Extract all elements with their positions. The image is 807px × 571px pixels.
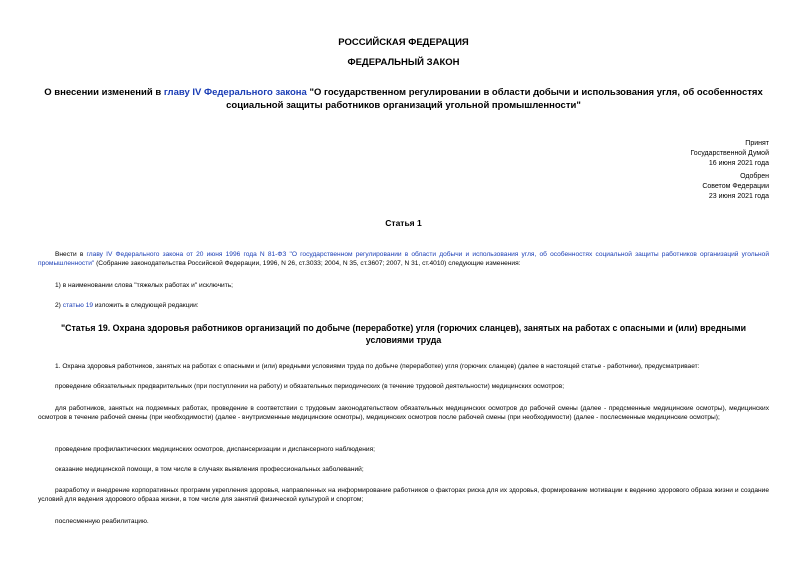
law-type-heading: ФЕДЕРАЛЬНЫЙ ЗАКОН — [347, 57, 460, 68]
law-title-link[interactable]: главу IV Федерального закона — [163, 87, 307, 98]
accepted-label: Принят — [745, 140, 769, 147]
intro-prefix: Внести в — [55, 251, 87, 258]
article-1-item-2 — [38, 301, 769, 310]
approved-by: Советом Федерации — [702, 183, 769, 191]
law-title — [30, 86, 777, 112]
law-title-suffix: "О государственном регулировании в области добычи и использования угля, об особенностях социальной защиты работников организаций угольной промышленности" — [226, 87, 763, 111]
approved-date: 23 июня 2021 года — [708, 192, 769, 200]
article-1-intro — [38, 250, 769, 269]
federation-heading: РОССИЙСКАЯ ФЕДЕРАЦИЯ — [338, 37, 469, 48]
article-19-paragraph-5: оказание медицинской помощи, в том числе в случаях выявления профессиональных заболеваний; — [55, 466, 364, 473]
law-title-prefix: О внесении изменений в — [44, 87, 164, 98]
accepted-date: 16 июня 2021 года — [708, 159, 769, 167]
item-2-suffix: изложить в следующей редакции: — [93, 302, 199, 309]
item-2-link[interactable]: статью 19 — [62, 302, 94, 309]
article-1-heading: Статья 1 — [385, 218, 422, 228]
intro-law-link[interactable]: главу IV Федерального закона от 20 июня 1996 года N 81-ФЗ "О государственном регулировании в области добычи и использования угля, об особенностях социальной защиты работников организаций угольной промышленности" — [38, 251, 770, 268]
article-19-paragraph-1: 1. Охрана здоровья работников, занятых на работах с опасными и (или) вредными условиями труда по добыче (переработке) угля (горючих сланцев) (далее в настоящей статье - работники), предусматривает: — [55, 363, 700, 370]
article-19-paragraph-6: разработку и внедрение корпоративных программ укрепления здоровья, направленных на информирование работников о факторах риска для их здоровья, формирование мотивации к ведению здорового образа жизни и создание условий для ведения здорового образа жизни, в том числе для занятий физической культурой и спортом; — [38, 487, 769, 504]
item-2-prefix: 2) — [55, 302, 63, 309]
approved-label: Одобрен — [740, 173, 769, 181]
article-19-paragraph-7: послесменную реабилитацию. — [55, 518, 149, 525]
intro-suffix: (Собрание законодательства Российской Федерации, 1996, N 26, ст.3033; 2004, N 35, ст.3607; 2007, N 31, ст.4010) следующие изменения: — [94, 260, 521, 268]
article-19-paragraph-2: проведение обязательных предварительных (при поступлении на работу) и обязательных периодических (в течение трудовой деятельности) медицинских осмотров; — [55, 383, 565, 390]
article-19-paragraph-3: для работников, занятых на подземных работах, проведение в соответствии с трудовым законодательством обязательных медицинских осмотров до рабочей смены (далее - предсменные медицинские осмотры), медицинских осмотров в течение рабочей смены (при необходимости) (далее - внутрисменные медицинские осмотры), медицинских осмотров после рабочей смены (при необходимости) (далее - послесменные медицинские осмотры); — [38, 405, 769, 422]
article-1-item-1: 1) в наименовании слова "тяжелых работах и" исключить; — [55, 282, 234, 289]
article-19-paragraph-4: проведение профилактических медицинских осмотров, диспансеризации и диспансерного наблюдения; — [55, 446, 375, 453]
article-19-heading: "Статья 19. Охрана здоровья работников организаций по добыче (переработке) угля (горючих сланцев), занятых на работах с опасными и (или) вредными условиями труда — [60, 323, 747, 345]
adoption-block — [690, 139, 769, 202]
accepted-by: Государственной Думой — [690, 149, 769, 157]
